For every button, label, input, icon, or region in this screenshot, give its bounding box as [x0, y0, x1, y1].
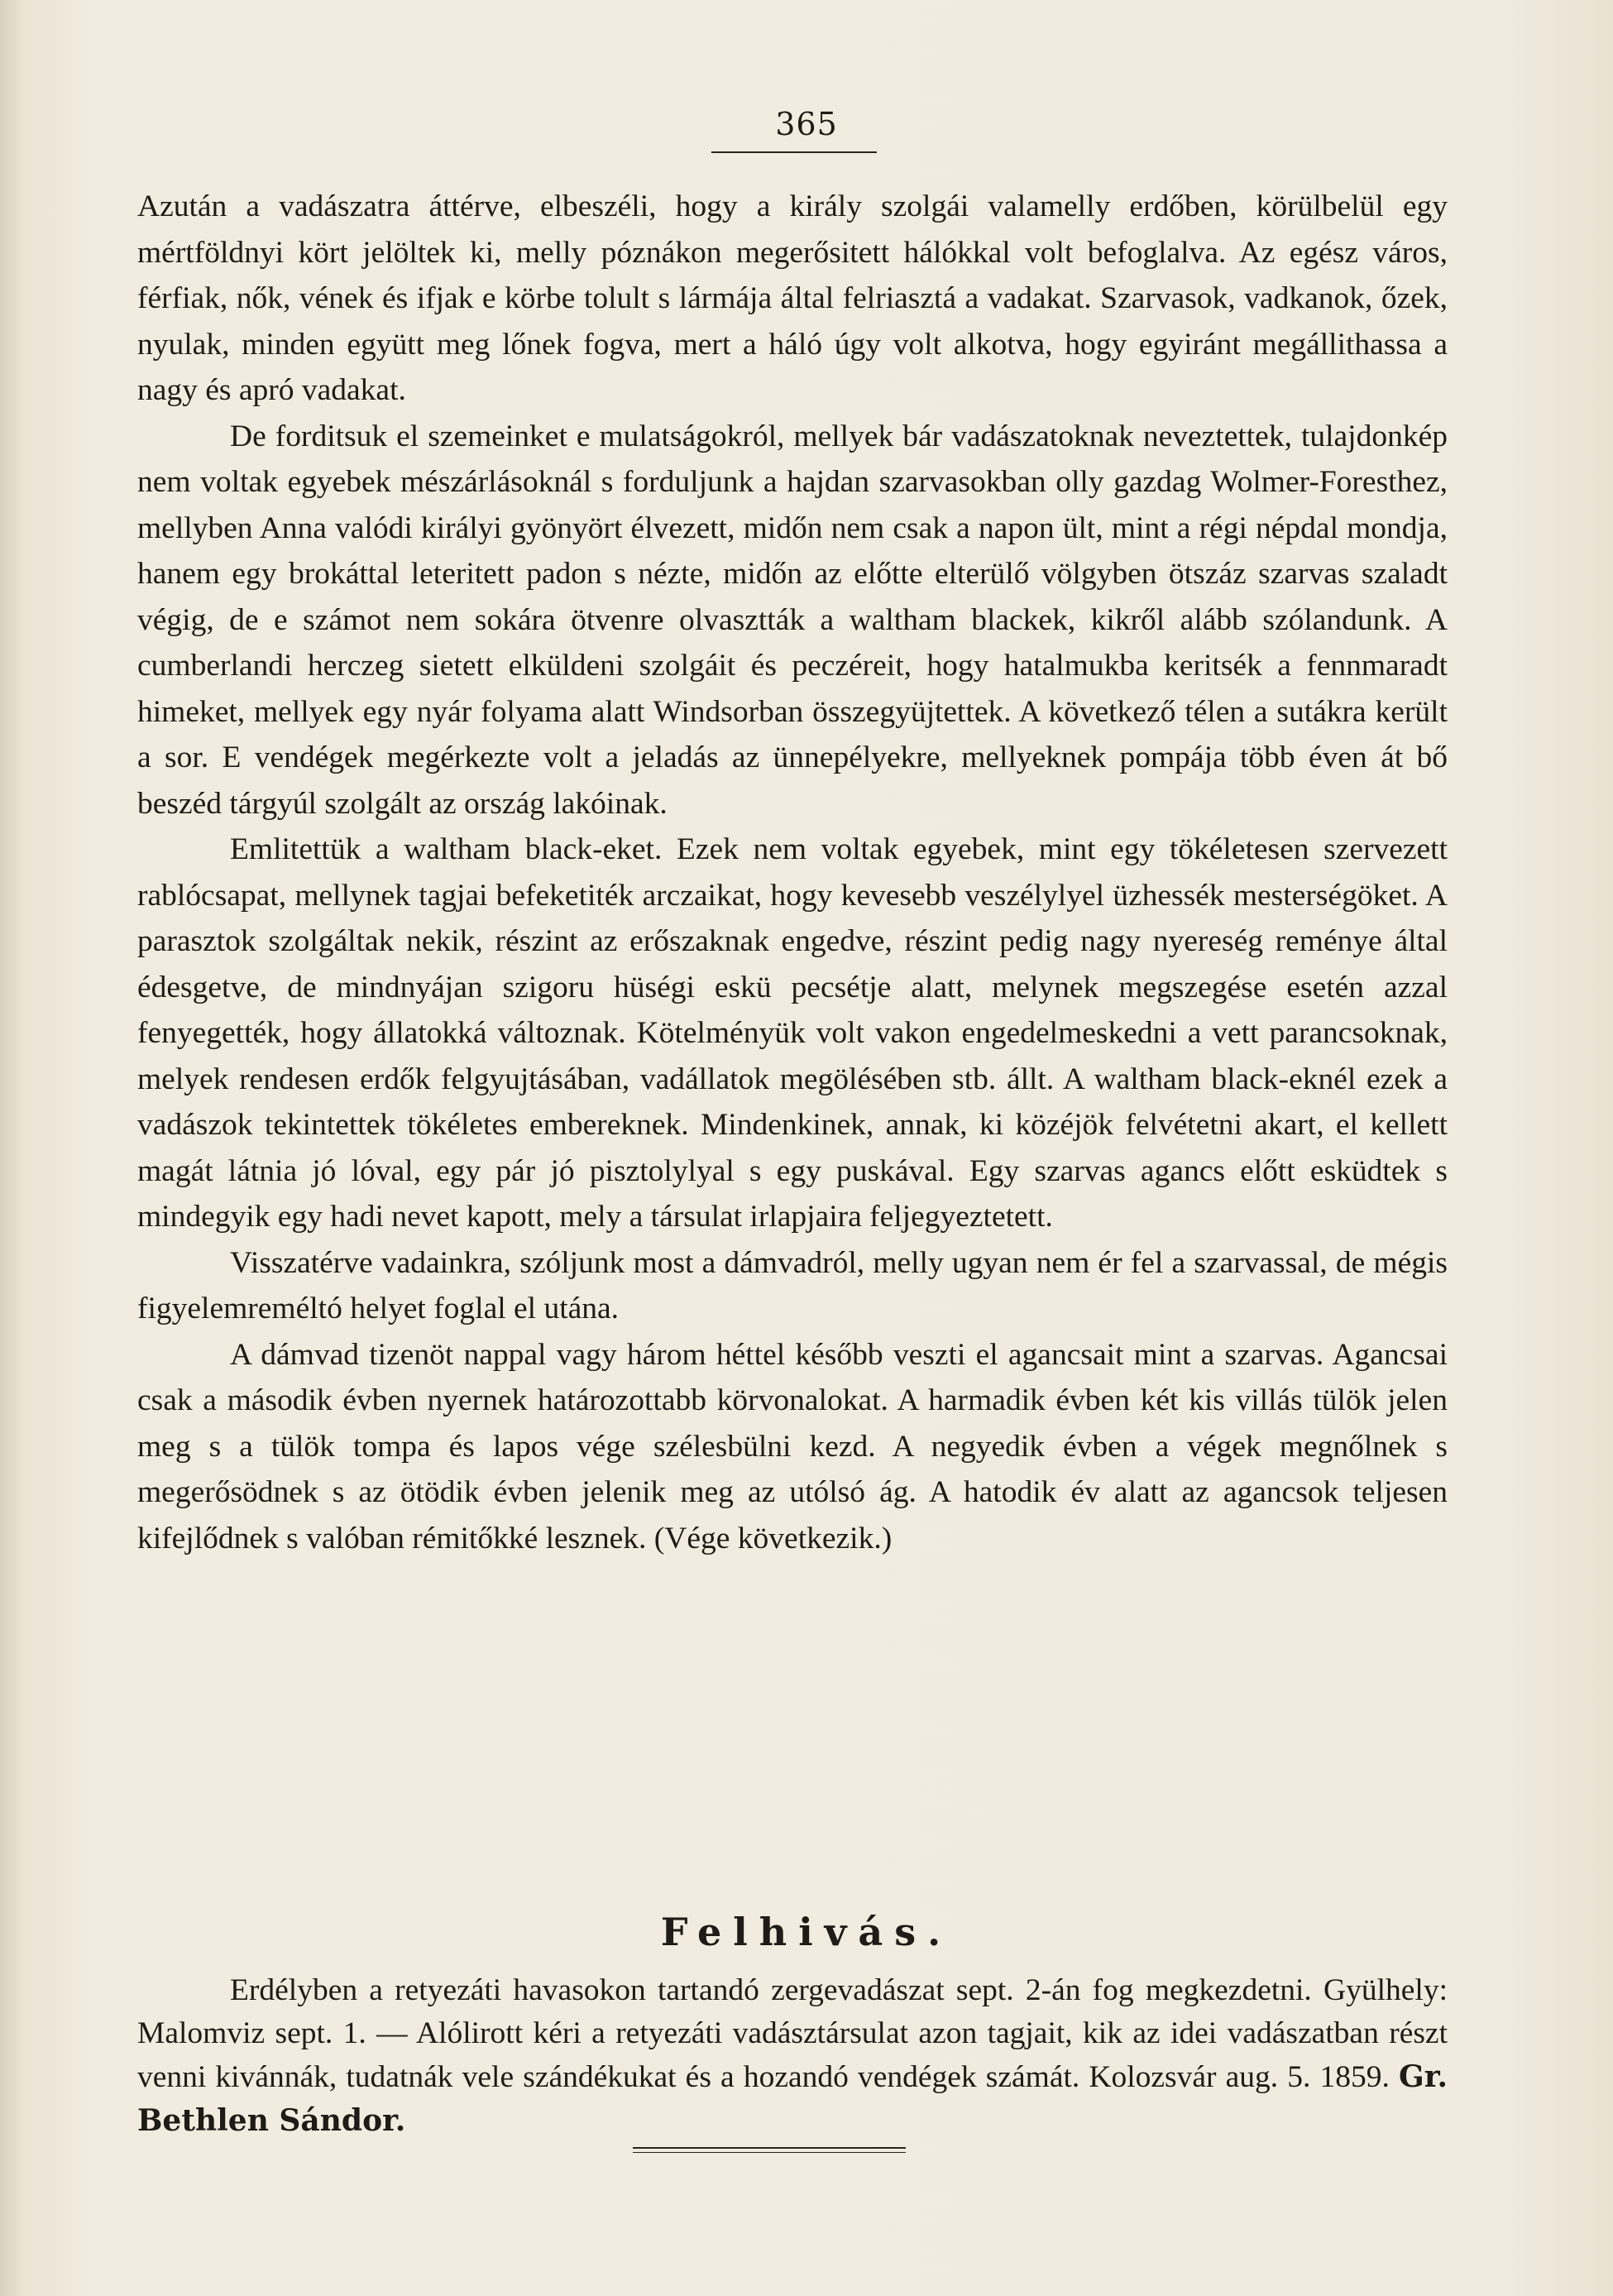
paragraph-2: De forditsuk el szemeinket e mulatságokról, mellyek bár vadászatoknak neveztettek, tulajdonkép nem voltak egyebek mészárlásoknál s forduljunk a hajdan szarvasokban olly gazdag Wolmer-Foresthez, mellyben Anna valódi királyi gyönyört élvezett, midőn nem csak a napon ült, mint a régi népdal mondja, hanem egy brokáttal leteritett padon s nézte, midőn az előtte elterülő völgyben ötszáz szarvas szaladt végig, de e számot nem sokára ötvenre olvasztták a waltham blackek, kikről alább szólandunk. A cumberlandi herczeg sietett elküldeni szolgáit és peczéreit, hogy hatalmukba keritsék a fennmaradt himeket, mellyek egy nyár folyama alatt Windsorban összegyüjtettek. A következő télen a sutákra került a sor. E vendégek megérkezte volt a jeladás az ünnepélyekre, mellyeknek pompája több éven át bő beszéd tárgyúl szolgált az ország lakóinak. [137, 419, 1448, 821]
header-rule [711, 151, 877, 153]
notice-body [137, 1969, 1448, 2143]
paragraph-4: Visszatérve vadainkra, szóljunk most a dámvadról, melly ugyan nem ér fel a szarvassal, de mégis figyelemreméltó helyet foglal el utána. [137, 1245, 1448, 1325]
paragraph-1: Azután a vadászatra áttérve, elbeszéli, hogy a király szolgái valamelly erdőben, körülbelül egy mértföldnyi kört jelöltek ki, melly póznákon megerősitett hálókkal volt befoglalva. Az egész város, férfiak, nők, vének és ifjak e körbe tolult s lármája által felriasztá a vadakat. Szarvasok, vadkanok, őzek, nyulak, minden együtt meg lőnek fogva, mert a háló úgy volt alkotva, hogy egyiránt megállithassa a nagy és apró vadakat. [137, 189, 1448, 407]
paragraph-5: A dámvad tizenöt nappal vagy három héttel később veszti el agancsait mint a szarvas. Agancsai csak a második évben nyernek határozottabb körvonalokat. A harmadik évben két kis villás tülök jelen meg s a tülök tompa és lapos vége szélesbülni kezd. A negyedik évben a végek megnőlnek s megerősödnek s az ötödik évben jelenik meg az utólsó ág. A hatodik év alatt az agancsok teljesen kifejlődnek s valóban rémitőkké lesznek. (Vége következik.) [137, 1337, 1448, 1555]
notice-text [137, 1969, 1448, 2143]
notice-body-text: Erdélyben a retyezáti havasokon tartandó zergevadászat sept. 2-án fog megkezdetni. Gyülhely: Malomviz sept. 1. — Alólirott kéri a retyezáti vadásztársulat azon tagjait, kik az idei vadászatban részt venni kivánnák, tudatnák vele szándékukat és a hozandó vendégek számát. Kolozsvár aug. 5. 1859. [137, 1973, 1448, 2094]
footer-rule [633, 2147, 906, 2149]
signature: Gr. Bethlen Sándor. [137, 2059, 1448, 2138]
article-body [137, 184, 1448, 1561]
page-number: 365 [775, 106, 838, 142]
footer-rule-thin [633, 2152, 906, 2153]
paragraph-3: Emlitettük a waltham black-eket. Ezek nem voltak egyebek, mint egy tökéletesen szervezett rablócsapat, mellynek tagjai befeketiték arczaikat, hogy kevesebb veszélylyel üzhessék mesterségöket. A parasztok szolgáltak nekik, részint az erőszaknak engedve, részint pedig nagy nyereség reménye által édesgetve, de mindnyájan szigoru hüségi eskü pecsétje alatt, melynek megszegése esetén azzal fenyegették, hogy állatokká változnak. Kötelményük volt vakon engedelmeskedni a vett parancsoknak, melyek rendesen erdők felgyujtásában, vadállatok megölésében stb. állt. A waltham black-eknél ezek a vadászok tekintettek tökéletes embereknek. Mindenkinek, annak, ki közéjök felvétetni akart, el kellett magát látnia jó lóval, egy pár jó pisztolylyal s egy puskával. Egy szarvas agancs előtt esküdtek s mindegyik egy hadi nevet kapott, mely a társulat irlapjaira feljegyeztetett. [137, 832, 1448, 1234]
notice-title: Felhivás. [660, 1910, 953, 1954]
